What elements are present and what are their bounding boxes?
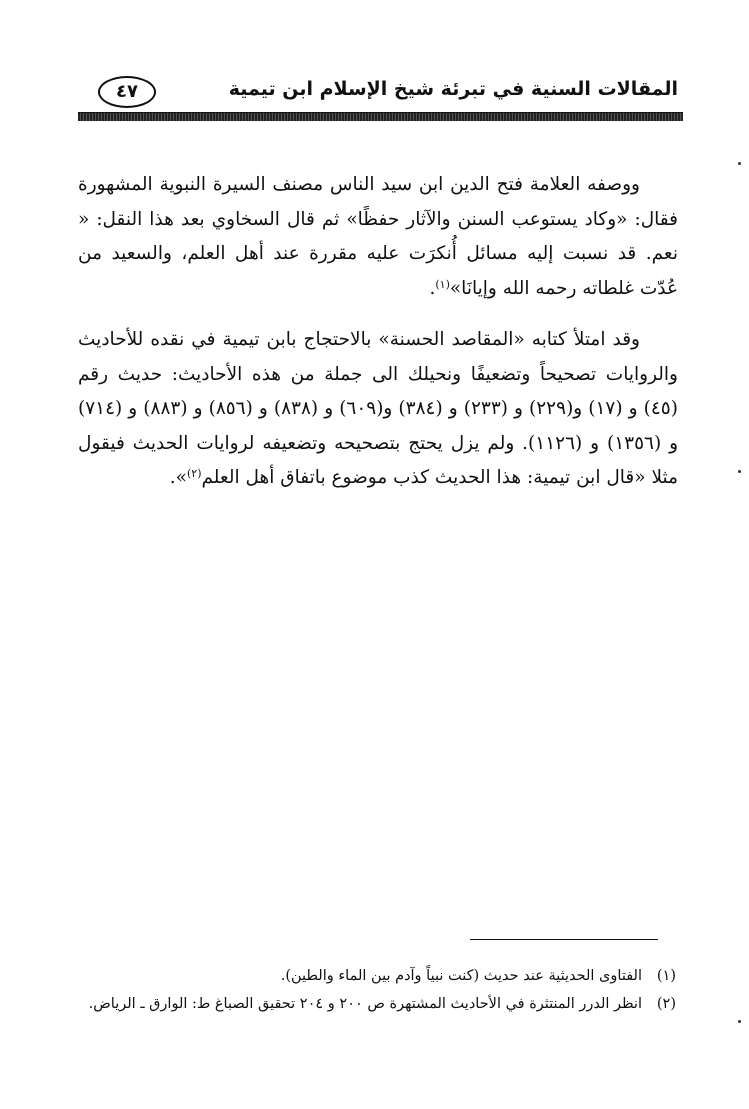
footnote-ref-1: (١) xyxy=(435,277,450,291)
footnote-number: (٢) xyxy=(656,996,676,1012)
scan-speck xyxy=(738,470,741,473)
paragraph-1 xyxy=(78,168,678,306)
footnote-ref-2: (٢) xyxy=(186,467,202,480)
footnote-separator xyxy=(470,939,658,940)
paragraph-2 xyxy=(78,323,678,496)
paragraph-2-end: ». xyxy=(169,467,187,488)
header-rule-thick xyxy=(78,113,683,121)
page-number: ٤٧ xyxy=(98,76,156,108)
footnotes xyxy=(76,962,676,1018)
paragraph-1-text: ووصفه العلامة فتح الدين ابن سيد الناس مصنف السيرة النبوية المشهورة فقال: «وكاد يستوعب السنن والآثار حفظًا» ثم قال السخاوي بعد هذا النقل: « نعم. قد نسبت إليه مسائل أُنكرَت عليه مقررة عند أهل العلم، والسعيد من عُدّت غلطاته رحمه الله وإيانَا» xyxy=(78,174,678,299)
footnote-text: الفتاوى الحديثية عند حديث (كنت نبياً وآدم بين الماء والطين). xyxy=(280,968,642,984)
footnote-2 xyxy=(76,990,676,1018)
footnote-number: (١) xyxy=(656,968,676,984)
page-header xyxy=(78,72,678,112)
footnote-1 xyxy=(76,962,676,990)
scan-speck xyxy=(738,1020,741,1023)
footnote-text: انظر الدرر المنتثرة في الأحاديث المشتهرة ص ٢٠٠ و ٢٠٤ تحقيق الصباغ ط: الوارق ـ الرياض. xyxy=(88,996,642,1012)
running-title: المقالات السنية في تبرئة شيخ الإسلام ابن تيمية xyxy=(228,78,678,100)
body-text xyxy=(78,168,678,513)
scan-speck xyxy=(738,162,741,165)
paragraph-1-end: . xyxy=(429,277,436,299)
paragraph-2-text: وقد امتلأ كتابه «المقاصد الحسنة» بالاحتجاج بابن تيمية في نقده للأحاديث والروايات تصحيحاً وتضعيفًا ونحيلك الى جملة من هذه الأحاديث: حديث رقم (٤٥) و (١٧) و(٢٢٩) و (٢٣٣) و (٣٨٤) و(٦٠٩) و (٨٣٨) و (٨٥٦) و (٨٨٣) و (٧١٤) و (١٣٥٦) و (١١٢٦). ولم يزل يحتج بتصحيحه وتضعيفه لروايات الحديث فيقول مثلا «قال ابن تيمية: هذا الحديث كذب موضوع باتفاق أهل العلم xyxy=(78,329,678,488)
